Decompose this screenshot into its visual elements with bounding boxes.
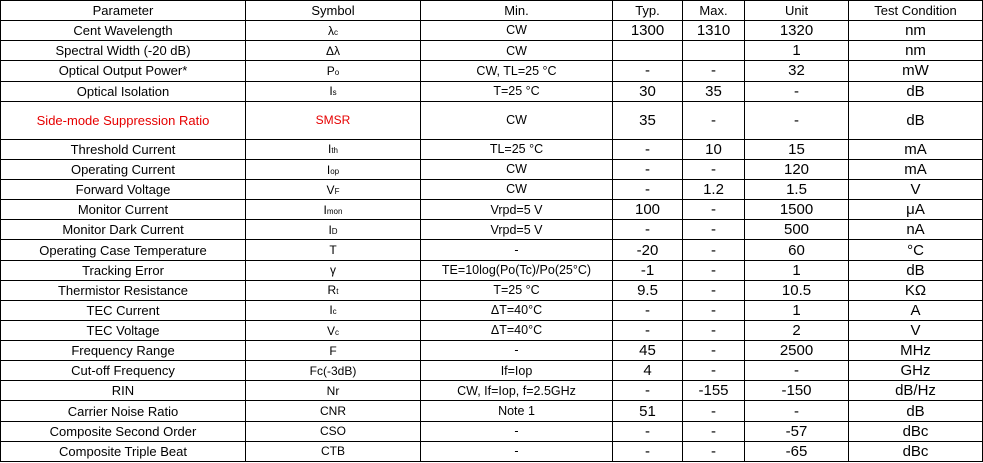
test-condition-cell: KΩ	[849, 280, 983, 300]
unit-cell: 2	[745, 320, 849, 340]
symbol-cell	[246, 21, 421, 41]
symbol-subscript: D	[331, 226, 338, 236]
test-condition-cell: dB	[849, 260, 983, 280]
symbol-cell	[246, 159, 421, 179]
parameter-cell: Composite Triple Beat	[1, 441, 246, 461]
min-cell: ΔT=40°C	[421, 300, 613, 320]
test-condition-cell: °C	[849, 240, 983, 260]
symbol-cell	[246, 361, 421, 381]
table-row	[1, 101, 983, 139]
header-symbol: Symbol	[246, 1, 421, 21]
table-row	[1, 361, 983, 381]
typ-cell: 30	[613, 81, 683, 101]
unit-cell: 1.5	[745, 180, 849, 200]
table-row	[1, 61, 983, 81]
test-condition-cell: mW	[849, 61, 983, 81]
parameter-cell: Optical Output Power*	[1, 61, 246, 81]
table-row	[1, 381, 983, 401]
symbol-text: CSO	[319, 424, 346, 439]
symbol-text: I	[327, 142, 332, 157]
symbol-cell	[246, 260, 421, 280]
parameter-cell: Frequency Range	[1, 341, 246, 361]
parameter-cell: Operating Case Temperature	[1, 240, 246, 260]
symbol-text: CTB	[321, 444, 345, 459]
parameter-cell: Operating Current	[1, 159, 246, 179]
typ-cell: -	[613, 139, 683, 159]
table-row	[1, 81, 983, 101]
min-cell: T=25 °C	[421, 81, 613, 101]
symbol-text: R	[327, 283, 337, 298]
min-cell: TL=25 °C	[421, 139, 613, 159]
table-row	[1, 41, 983, 61]
max-cell: -	[683, 101, 745, 139]
min-cell: TE=10log(Po(Tc)/Po(25°C)	[421, 260, 613, 280]
symbol-cell	[246, 41, 421, 61]
symbol-text: λ	[328, 23, 334, 38]
test-condition-cell: A	[849, 300, 983, 320]
parameter-cell: TEC Voltage	[1, 320, 246, 340]
test-condition-cell: dB	[849, 101, 983, 139]
parameter-cell: Cut-off Frequency	[1, 361, 246, 381]
parameter-cell: Threshold Current	[1, 139, 246, 159]
typ-cell: -	[613, 180, 683, 200]
unit-cell: 1320	[745, 21, 849, 41]
table-row	[1, 200, 983, 220]
test-condition-cell: dBc	[849, 421, 983, 441]
test-condition-cell: nm	[849, 41, 983, 61]
unit-cell: 15	[745, 139, 849, 159]
unit-cell: 1	[745, 300, 849, 320]
symbol-subscript: c	[335, 327, 339, 337]
min-cell: If=Iop	[421, 361, 613, 381]
symbol-subscript: op	[330, 166, 340, 176]
test-condition-cell: GHz	[849, 361, 983, 381]
symbol-text: P	[326, 63, 335, 78]
symbol-text: I	[323, 202, 327, 217]
max-cell: 1310	[683, 21, 745, 41]
unit-cell: -65	[745, 441, 849, 461]
max-cell: 10	[683, 139, 745, 159]
min-cell: Vrpd=5 V	[421, 200, 613, 220]
max-cell: -	[683, 240, 745, 260]
table-row	[1, 341, 983, 361]
table-row	[1, 180, 983, 200]
typ-cell: -1	[613, 260, 683, 280]
min-cell: CW	[421, 21, 613, 41]
min-cell: -	[421, 240, 613, 260]
symbol-text: I	[326, 162, 331, 177]
typ-cell: 4	[613, 361, 683, 381]
typ-cell: 51	[613, 401, 683, 421]
symbol-cell	[246, 240, 421, 260]
typ-cell: 45	[613, 341, 683, 361]
parameter-cell: Monitor Current	[1, 200, 246, 220]
symbol-subscript: c	[332, 307, 337, 317]
unit-cell: 10.5	[745, 280, 849, 300]
table-row	[1, 240, 983, 260]
test-condition-cell: dB/Hz	[849, 381, 983, 401]
symbol-text: F	[329, 343, 337, 358]
table-row	[1, 441, 983, 461]
max-cell: -	[683, 320, 745, 340]
table-row	[1, 401, 983, 421]
unit-cell: 1	[745, 41, 849, 61]
symbol-text: Fc(-3dB)	[309, 363, 357, 378]
unit-cell: -	[745, 81, 849, 101]
typ-cell	[613, 41, 683, 61]
max-cell: -	[683, 260, 745, 280]
symbol-text: V	[326, 323, 335, 338]
table-row	[1, 260, 983, 280]
parameter-cell: Monitor Dark Current	[1, 220, 246, 240]
typ-cell: -	[613, 61, 683, 81]
parameter-cell: Optical Isolation	[1, 81, 246, 101]
test-condition-cell: mA	[849, 139, 983, 159]
min-cell: T=25 °C	[421, 280, 613, 300]
min-cell: CW	[421, 180, 613, 200]
min-cell: CW, TL=25 °C	[421, 61, 613, 81]
min-cell: CW, If=Iop, f=2.5GHz	[421, 381, 613, 401]
symbol-subscript: o	[334, 67, 340, 77]
header-test-condition: Test Condition	[849, 1, 983, 21]
test-condition-cell: nm	[849, 21, 983, 41]
parameter-cell: TEC Current	[1, 300, 246, 320]
max-cell: -	[683, 200, 745, 220]
typ-cell: 1300	[613, 21, 683, 41]
parameter-cell: Tracking Error	[1, 260, 246, 280]
max-cell: 35	[683, 81, 745, 101]
symbol-text: SMSR	[315, 113, 351, 128]
parameter-cell: Spectral Width (-20 dB)	[1, 41, 246, 61]
parameter-cell: RIN	[1, 381, 246, 401]
min-cell: -	[421, 341, 613, 361]
table-row	[1, 280, 983, 300]
min-cell: Vrpd=5 V	[421, 220, 613, 240]
max-cell: -	[683, 159, 745, 179]
symbol-subscript: t	[336, 287, 339, 297]
table-row	[1, 139, 983, 159]
symbol-subscript: c	[334, 27, 338, 37]
max-cell: -	[683, 341, 745, 361]
min-cell: ΔT=40°C	[421, 320, 613, 340]
header-parameter: Parameter	[1, 1, 246, 21]
table-row	[1, 320, 983, 340]
unit-cell: -57	[745, 421, 849, 441]
typ-cell: -	[613, 220, 683, 240]
symbol-cell	[246, 139, 421, 159]
table-row	[1, 300, 983, 320]
symbol-text: CNR	[320, 404, 346, 419]
test-condition-cell: V	[849, 180, 983, 200]
symbol-cell	[246, 320, 421, 340]
max-cell: -	[683, 421, 745, 441]
header-unit: Unit	[745, 1, 849, 21]
symbol-cell	[246, 441, 421, 461]
test-condition-cell: dB	[849, 81, 983, 101]
symbol-cell	[246, 401, 421, 421]
unit-cell: -	[745, 101, 849, 139]
unit-cell: 500	[745, 220, 849, 240]
test-condition-cell: μA	[849, 200, 983, 220]
symbol-cell	[246, 101, 421, 139]
symbol-text: I	[329, 84, 333, 99]
symbol-subscript: F	[334, 186, 340, 196]
parameter-cell: Side-mode Suppression Ratio	[1, 101, 246, 139]
typ-cell: -	[613, 441, 683, 461]
symbol-cell	[246, 220, 421, 240]
typ-cell: -	[613, 421, 683, 441]
min-cell: Note 1	[421, 401, 613, 421]
symbol-subscript: s	[332, 88, 337, 98]
typ-cell: -	[613, 300, 683, 320]
symbol-cell	[246, 341, 421, 361]
header-row	[1, 1, 983, 21]
symbol-text: V	[326, 182, 335, 197]
max-cell: -	[683, 441, 745, 461]
min-cell: CW	[421, 41, 613, 61]
unit-cell: 120	[745, 159, 849, 179]
unit-cell: 1500	[745, 200, 849, 220]
symbol-text: T	[329, 243, 337, 258]
table-row	[1, 220, 983, 240]
table-row	[1, 421, 983, 441]
table-row	[1, 21, 983, 41]
symbol-subscript: mon	[326, 206, 343, 216]
header-min: Min.	[421, 1, 613, 21]
symbol-cell	[246, 381, 421, 401]
unit-cell: 2500	[745, 341, 849, 361]
test-condition-cell: MHz	[849, 341, 983, 361]
parameter-cell: Carrier Noise Ratio	[1, 401, 246, 421]
max-cell: -	[683, 361, 745, 381]
max-cell: -	[683, 220, 745, 240]
max-cell: -	[683, 401, 745, 421]
parameter-cell: Thermistor Resistance	[1, 280, 246, 300]
header-max: Max.	[683, 1, 745, 21]
unit-cell: -	[745, 361, 849, 381]
test-condition-cell: mA	[849, 159, 983, 179]
max-cell: -	[683, 280, 745, 300]
test-condition-cell: dB	[849, 401, 983, 421]
unit-cell: 60	[745, 240, 849, 260]
symbol-text: Δλ	[325, 43, 340, 58]
symbol-cell	[246, 61, 421, 81]
symbol-text: I	[328, 222, 332, 237]
symbol-cell	[246, 200, 421, 220]
symbol-cell	[246, 280, 421, 300]
parameter-cell: Forward Voltage	[1, 180, 246, 200]
unit-cell: -150	[745, 381, 849, 401]
unit-cell: 32	[745, 61, 849, 81]
min-cell: -	[421, 441, 613, 461]
symbol-cell	[246, 300, 421, 320]
symbol-text: γ	[330, 263, 336, 278]
symbol-cell	[246, 81, 421, 101]
symbol-cell	[246, 421, 421, 441]
max-cell: -	[683, 300, 745, 320]
min-cell: CW	[421, 101, 613, 139]
max-cell: -155	[683, 381, 745, 401]
typ-cell: 9.5	[613, 280, 683, 300]
typ-cell: -	[613, 381, 683, 401]
min-cell: CW	[421, 159, 613, 179]
symbol-text: Nr	[326, 383, 340, 398]
symbol-text: I	[329, 303, 333, 318]
max-cell: 1.2	[683, 180, 745, 200]
table-row	[1, 159, 983, 179]
test-condition-cell: V	[849, 320, 983, 340]
parameter-cell: Cent Wavelength	[1, 21, 246, 41]
unit-cell: 1	[745, 260, 849, 280]
typ-cell: -	[613, 320, 683, 340]
test-condition-cell: dBc	[849, 441, 983, 461]
min-cell: -	[421, 421, 613, 441]
symbol-subscript: th	[331, 146, 338, 156]
test-condition-cell: nA	[849, 220, 983, 240]
max-cell: -	[683, 61, 745, 81]
typ-cell: -	[613, 159, 683, 179]
max-cell	[683, 41, 745, 61]
typ-cell: 35	[613, 101, 683, 139]
symbol-cell	[246, 180, 421, 200]
typ-cell: 100	[613, 200, 683, 220]
parameter-cell: Composite Second Order	[1, 421, 246, 441]
unit-cell: -	[745, 401, 849, 421]
header-typ: Typ.	[613, 1, 683, 21]
typ-cell: -20	[613, 240, 683, 260]
